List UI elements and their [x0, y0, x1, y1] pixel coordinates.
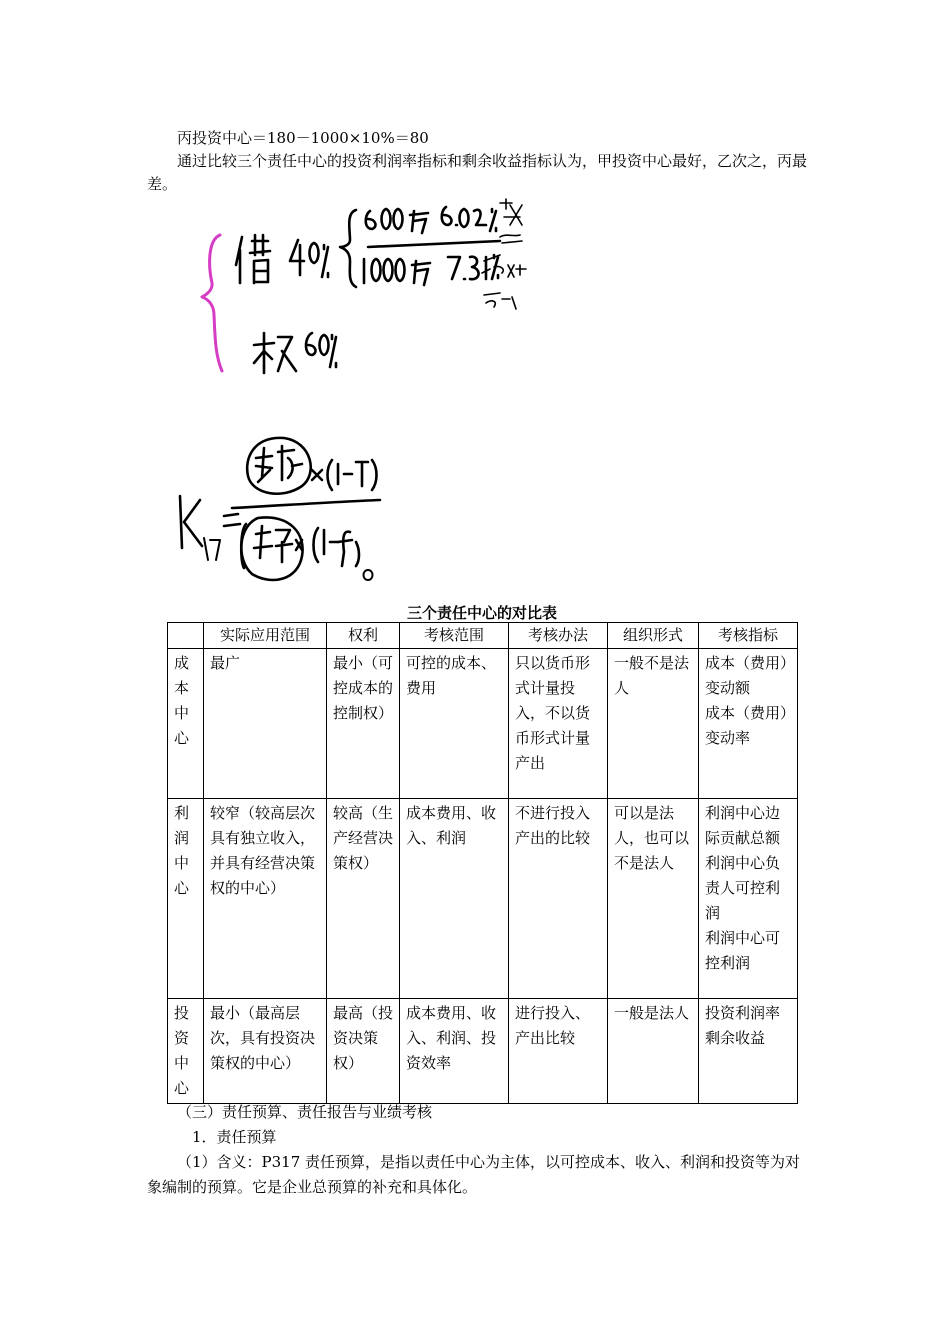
- comparison-table: [167, 622, 798, 1104]
- table-cell: 最广: [204, 649, 327, 799]
- handwritten-note-debt-equity: [200, 195, 530, 375]
- table-cell: 一般不是法人: [608, 649, 699, 799]
- section-heading: （三）责任预算、责任报告与业绩考核: [177, 1103, 433, 1121]
- conclusion-paragraph: 通过比较三个责任中心的投资利润率指标和剩余收益指标认为，甲投资中心最好，乙次之，丙最差。: [147, 152, 808, 193]
- definition-paragraph: （1）含义：P317 责任预算，是指以责任中心为主体，以可控成本、收入、利润和投资等为对象编制的预算。它是企业总预算的补充和具体化。: [147, 1153, 801, 1196]
- header-cell-rights: 权利: [327, 623, 400, 649]
- table-cell: 投资利润率 剩余收益: [699, 999, 798, 1104]
- table-cell: 利润中心边际贡献总额 利润中心负责人可控利润 利润中心可控利润: [699, 799, 798, 999]
- table-row: [168, 799, 798, 999]
- table-cell: 最小（最高层次，具有投资决策权的中心）: [204, 999, 327, 1104]
- table-cell: 最小（可控成本的控制权）: [327, 649, 400, 799]
- header-cell-indicators: 考核指标: [699, 623, 798, 649]
- header-cell-organization-form: 组织形式: [608, 623, 699, 649]
- table-header-row: [168, 623, 798, 649]
- table-cell: 不进行投入产出的比较: [509, 799, 608, 999]
- table-cell: 可以是法人，也可以不是法人: [608, 799, 699, 999]
- table-cell: 最高（投资决策权）: [327, 999, 400, 1104]
- table-cell: 成本费用、收入、利润、投资效率: [400, 999, 509, 1104]
- table-cell: 只以货币形式计量投入，不以货币形式计量产出: [509, 649, 608, 799]
- row-label-investment-center: 投 资 中 心: [168, 999, 204, 1104]
- table-cell: 进行投入、产出比较: [509, 999, 608, 1104]
- table-title: 三个责任中心的对比表: [406, 604, 557, 622]
- table-cell: 成本费用、收入、利润: [400, 799, 509, 999]
- table-row: [168, 999, 798, 1104]
- subheading: 1．责任预算: [192, 1128, 277, 1146]
- row-label-profit-center: 利 润 中 心: [168, 799, 204, 999]
- header-cell-assessment-scope: 考核范围: [400, 623, 509, 649]
- table-cell: 成本（费用）变动额 成本（费用）变动率: [699, 649, 798, 799]
- handwritten-cost-of-capital-formula: [172, 430, 382, 590]
- formula-line: 丙投资中心＝180－1000×10%＝80: [177, 129, 429, 147]
- header-cell-assessment-method: 考核办法: [509, 623, 608, 649]
- table-cell: 一般是法人: [608, 999, 699, 1104]
- header-cell-blank: [168, 623, 204, 649]
- row-label-cost-center: 成 本 中 心: [168, 649, 204, 799]
- table-cell: 可控的成本、费用: [400, 649, 509, 799]
- table-row: [168, 649, 798, 799]
- table-cell: 较高（生产经营决策权）: [327, 799, 400, 999]
- header-cell-scope: 实际应用范围: [204, 623, 327, 649]
- table-cell: 较窄（较高层次具有独立收入，并具有经营决策权的中心）: [204, 799, 327, 999]
